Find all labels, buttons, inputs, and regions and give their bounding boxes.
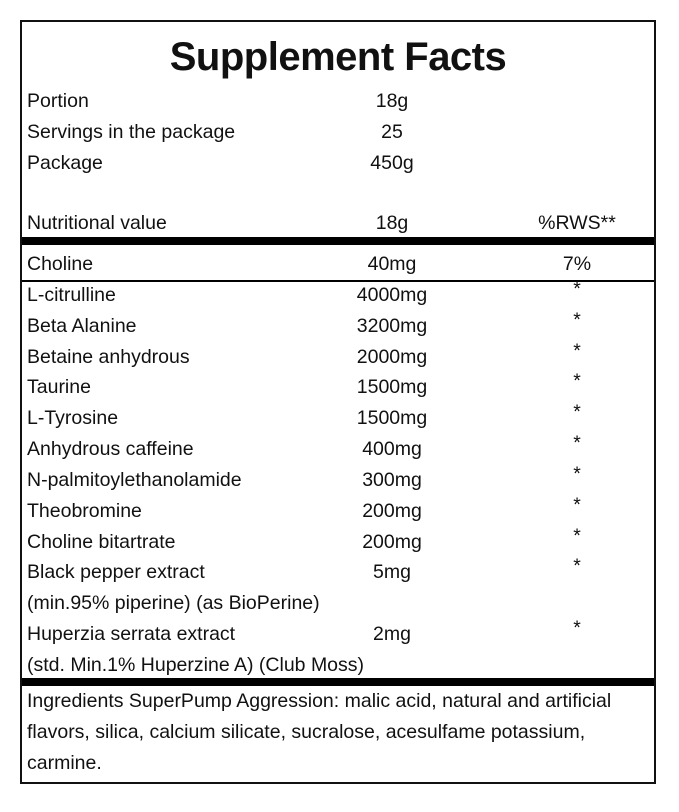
nutrient-name: Choline — [27, 253, 94, 275]
ingredient-name: L-citrulline — [27, 284, 116, 306]
thick-divider — [22, 237, 654, 245]
serving-value: 25 — [381, 121, 403, 143]
ingredient-rws: * — [573, 432, 581, 454]
serving-row-portion — [22, 86, 654, 117]
ingredient-name: Choline bitartrate — [27, 531, 176, 553]
header-amount: 18g — [375, 212, 409, 234]
ingredient-name: Taurine — [27, 376, 91, 398]
ingredient-amount: 400mg — [362, 438, 422, 460]
ingredient-name: Huperzia serrata extract — [27, 623, 236, 645]
other-ingredients: Ingredients SuperPump Aggression: malic acid, natural and artificial flavors, silica, calcium silicate, sucralose, acesulfame potassium, carmine. — [27, 690, 612, 774]
ingredient-rws: * — [573, 463, 581, 485]
ingredient-amount: 200mg — [362, 531, 422, 553]
serving-row-servings — [22, 117, 654, 148]
ingredient-amount: 1500mg — [356, 407, 428, 429]
ingredient-name: Anhydrous caffeine — [27, 438, 194, 460]
ingredient-rws: * — [573, 278, 581, 300]
serving-value: 18g — [375, 90, 409, 112]
nutrient-rws: 7% — [562, 253, 592, 275]
ingredient-amount: 1500mg — [356, 376, 428, 398]
ingredient-note: (min.95% piperine) (as BioPerine) — [27, 592, 320, 614]
ingredient-rws: * — [573, 555, 581, 577]
ingredient-amount: 200mg — [362, 500, 422, 522]
panel-title: Supplement Facts — [169, 35, 507, 79]
table-row-note — [22, 650, 654, 681]
header-label: Nutritional value — [27, 212, 167, 234]
serving-label: Servings in the package — [27, 121, 236, 143]
ingredient-rws: * — [573, 401, 581, 423]
table-header — [22, 208, 654, 239]
ingredient-amount: 5mg — [373, 561, 411, 583]
header-rws: %RWS** — [538, 212, 616, 234]
ingredient-name: Theobromine — [27, 500, 142, 522]
ingredient-rws: * — [573, 370, 581, 392]
serving-row-package — [22, 148, 654, 179]
ingredient-rws: * — [573, 340, 581, 362]
ingredient-name: Betaine anhydrous — [27, 346, 190, 368]
serving-label: Package — [27, 152, 103, 174]
serving-label: Portion — [27, 90, 89, 112]
serving-value: 450g — [370, 152, 414, 174]
ingredient-amount: 4000mg — [356, 284, 428, 306]
ingredient-name: Beta Alanine — [27, 315, 137, 337]
ingredient-rws: * — [573, 494, 581, 516]
ingredient-name: L-Tyrosine — [27, 407, 119, 429]
ingredient-amount: 2mg — [373, 623, 411, 645]
supplement-facts-panel — [20, 20, 656, 784]
ingredient-name: N-palmitoylethanolamide — [27, 469, 242, 491]
ingredient-rws: * — [573, 617, 581, 639]
ingredient-note: (std. Min.1% Huperzine A) (Club Moss) — [27, 654, 365, 676]
ingredient-rws: * — [573, 309, 581, 331]
thick-divider — [22, 678, 654, 686]
ingredient-rws: * — [573, 525, 581, 547]
ingredient-amount: 3200mg — [356, 315, 428, 337]
ingredient-name: Black pepper extract — [27, 561, 205, 583]
table-row — [22, 619, 654, 650]
nutrient-amount: 40mg — [367, 253, 417, 275]
ingredient-amount: 2000mg — [356, 346, 428, 368]
table-row — [22, 557, 654, 588]
ingredient-amount: 300mg — [362, 469, 422, 491]
